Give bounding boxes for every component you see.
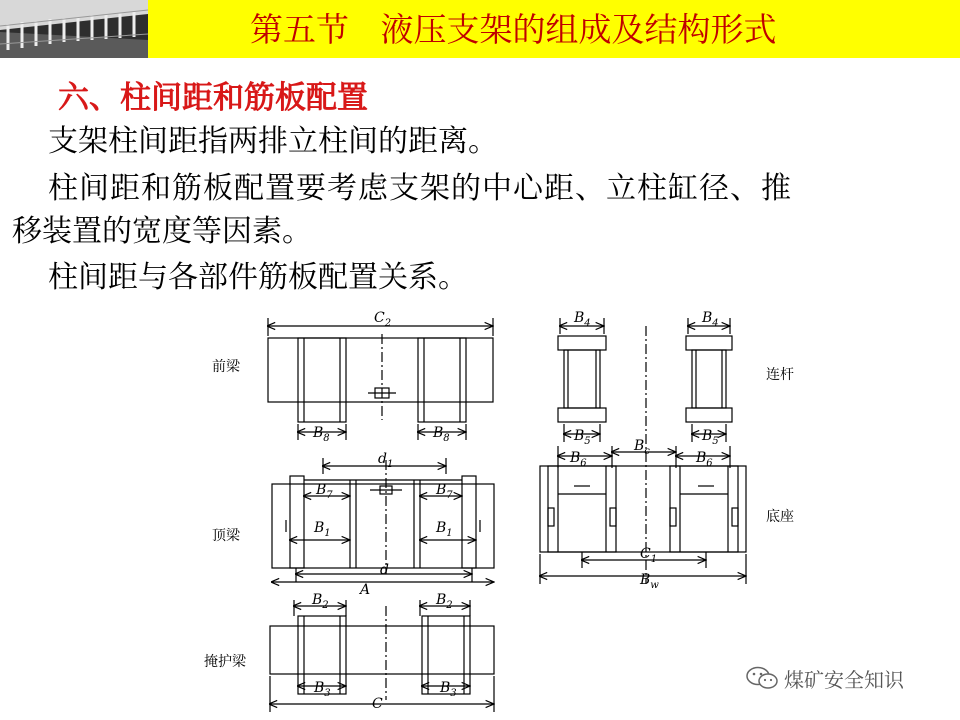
dim-label-b3-right: $B_3$ xyxy=(440,680,457,699)
label-base: 底座 xyxy=(766,509,794,525)
label-front-beam: 前梁 xyxy=(212,359,240,375)
dim-label-bc: $B_c$ xyxy=(634,438,650,457)
label-top-beam: 顶梁 xyxy=(212,528,240,544)
front-beam-drawing xyxy=(268,318,493,440)
dim-label-d1: $d_1$ xyxy=(378,451,394,470)
dim-label-b1-right: $B_1$ xyxy=(436,520,453,539)
dim-label-b8-right: $B_8$ xyxy=(433,425,450,444)
dim-label-b4-right: $B_4$ xyxy=(702,310,719,329)
dim-label-b3-left: $B_3$ xyxy=(314,680,331,699)
dim-label-c1: $C_1$ xyxy=(640,546,658,565)
dim-label-b5-right: $B_5$ xyxy=(702,428,719,447)
dim-label-b4-left: $B_4$ xyxy=(574,310,591,329)
dim-label-c: C xyxy=(372,696,383,712)
dim-label-b5-left: $B_5$ xyxy=(574,428,591,447)
section-heading: 六、柱间距和筋板配置 xyxy=(58,80,368,116)
paragraph-1: 支架柱间距指两排立柱间的距离。 xyxy=(48,124,498,159)
dim-label-b2-right: $B_2$ xyxy=(436,592,453,611)
page-title: 第五节 液压支架的组成及结构形式 xyxy=(250,10,777,49)
label-shield-beam: 掩护梁 xyxy=(204,654,246,670)
watermark-text: 煤矿安全知识 xyxy=(784,668,904,692)
dim-label-b1-left: $B_1$ xyxy=(314,520,331,539)
dim-label-d: d xyxy=(380,562,389,578)
paragraph-3: 柱间距与各部件筋板配置关系。 xyxy=(48,260,468,295)
base-drawing xyxy=(540,446,746,584)
dim-label-a: A xyxy=(360,582,371,598)
dim-label-b7-right: $B_7$ xyxy=(436,482,453,501)
dim-label-b7-left: $B_7$ xyxy=(316,482,333,501)
label-link-bar: 连杆 xyxy=(766,367,794,383)
dim-label-c2: $C_2$ xyxy=(374,310,392,329)
paragraph-2-line-1: 柱间距和筋板配置要考虑支架的中心距、立柱缸径、推 xyxy=(48,171,792,206)
dim-label-b2-left: $B_2$ xyxy=(312,592,329,611)
wechat-icon xyxy=(745,666,779,690)
paragraph-2-line-2: 移装置的宽度等因素。 xyxy=(12,214,312,249)
dim-label-b8-left: $B_8$ xyxy=(313,425,330,444)
dim-label-b6-right: $B_6$ xyxy=(696,450,713,469)
dim-label-bw: $B_w$ xyxy=(640,572,659,591)
dim-label-b6-left: $B_6$ xyxy=(570,450,587,469)
